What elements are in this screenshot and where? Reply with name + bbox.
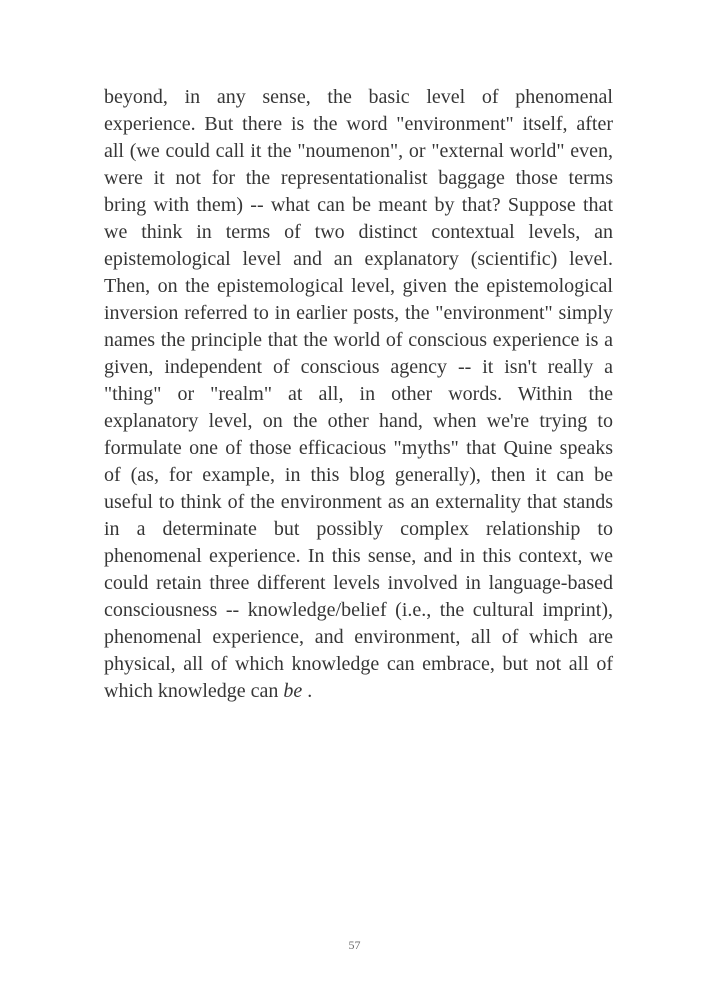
text-line: explanatory level, on the other hand, when we're trying to xyxy=(104,410,613,432)
text-line: "thing" or "realm" at all, in other words. Within the xyxy=(104,383,613,405)
italic-word: be xyxy=(283,680,303,702)
page-number: 57 xyxy=(348,938,361,952)
text-line: inversion referred to in earlier posts, the "environment" simply xyxy=(104,302,613,324)
text-line: formulate one of those efficacious "myths" that Quine speaks xyxy=(104,437,613,459)
text-line: phenomenal experience. In this sense, and in this context, we xyxy=(104,545,613,567)
text-line: could retain three different levels involved in language-based xyxy=(104,572,613,594)
text-line: given, independent of conscious agency -- it isn't really a xyxy=(104,356,613,378)
text-line: of (as, for example, in this blog generally), then it can be xyxy=(104,464,613,486)
text-line: bring with them) -- what can be meant by that? Suppose that xyxy=(104,194,613,216)
text-line: Then, on the epistemological level, given the epistemological xyxy=(104,275,613,297)
text-line: experience. But there is the word "environment" itself, after xyxy=(104,113,613,135)
text-line: in a determinate but possibly complex relationship to xyxy=(104,518,613,540)
text-line: were it not for the representationalist baggage those terms xyxy=(104,167,613,189)
last-line-suffix: . xyxy=(302,680,313,702)
text-line: names the principle that the world of conscious experience is a xyxy=(104,329,613,351)
text-line-last xyxy=(104,678,613,705)
text-line: physical, all of which knowledge can embrace, but not all of xyxy=(104,653,613,675)
text-line: useful to think of the environment as an externality that stands xyxy=(104,491,613,513)
text-line: phenomenal experience, and environment, all of which are xyxy=(104,626,613,648)
text-line: all (we could call it the "noumenon", or "external world" even, xyxy=(104,140,613,162)
last-line-prefix: which knowledge can xyxy=(104,680,284,702)
text-line: beyond, in any sense, the basic level of phenomenal xyxy=(104,86,613,108)
text-line: epistemological level and an explanatory (scientific) level. xyxy=(104,248,613,270)
text-line: consciousness -- knowledge/belief (i.e., the cultural imprint), xyxy=(104,599,613,621)
body-text xyxy=(104,84,613,705)
text-line: we think in terms of two distinct contextual levels, an xyxy=(104,221,613,243)
